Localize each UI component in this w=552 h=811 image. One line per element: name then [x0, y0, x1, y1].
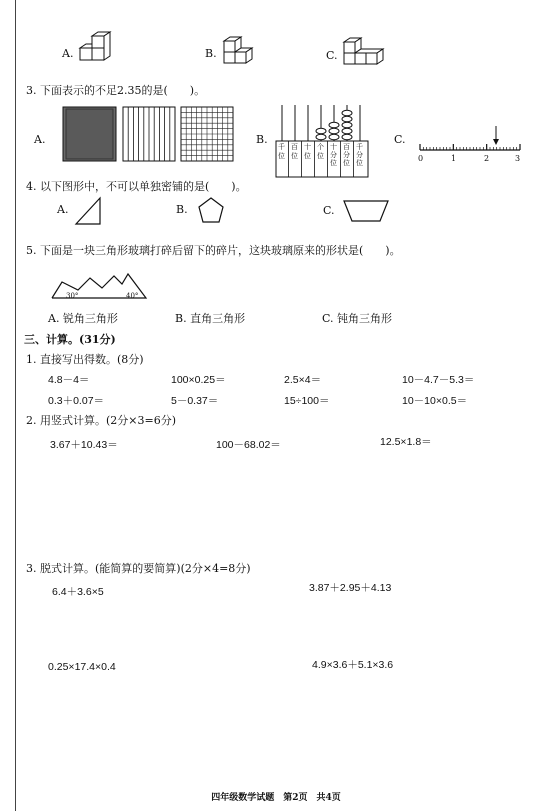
- q2-option-c-label: C.: [326, 49, 338, 62]
- q3-option-c-label: C.: [394, 133, 406, 146]
- oral-expr: 5－0.37＝: [171, 395, 219, 407]
- number-line-tick-0: 0: [418, 154, 424, 163]
- stepwise-calc-item: 4.9×3.6＋5.1×3.6: [312, 659, 394, 671]
- abacus-label: 百位: [291, 143, 298, 160]
- abacus-label: 十分位: [330, 143, 337, 167]
- section3-title: 三、计算。(31分): [24, 333, 116, 346]
- stepwise-calc-item: 3.87＋2.95＋4.13: [309, 582, 392, 594]
- q5-stem: 5. 下面是一块三角形玻璃打碎后留下的碎片，这块玻璃原来的形状是( )。: [26, 244, 401, 257]
- q5-angle-left: 30°: [66, 292, 79, 300]
- q5-angle-right: 40°: [126, 292, 139, 300]
- q4-option-a-triangle: [74, 196, 106, 228]
- number-line-tick-2: 2: [484, 154, 490, 163]
- q2-option-c-cubes: [342, 38, 386, 70]
- page-footer: 四年级数学试题 第2页 共4页: [211, 793, 341, 803]
- q5-option-c: C. 钝角三角形: [322, 312, 393, 325]
- abacus-place-labels: [276, 143, 368, 177]
- stepwise-calc-item: 0.25×17.4×0.4: [48, 661, 116, 673]
- abacus-label: 个位: [317, 143, 324, 160]
- q2-option-b-label: B.: [205, 47, 217, 60]
- vertical-calc-item: 12.5×1.8＝: [380, 436, 432, 448]
- abacus-label: 百分位: [343, 143, 350, 167]
- number-line-tick-1: 1: [451, 154, 457, 163]
- q4-option-b-label: B.: [176, 203, 188, 216]
- oral-expr: 2.5×4＝: [284, 374, 322, 386]
- q2-option-a-label: A.: [62, 47, 74, 60]
- vertical-calc-item: 100－68.02＝: [216, 439, 281, 451]
- s3-q2-stem: 2. 用竖式计算。(2分×3=6分): [26, 414, 177, 427]
- oral-expr: 10－10×0.5＝: [402, 395, 468, 407]
- q3-option-a-label: A.: [34, 133, 46, 146]
- abacus-label: 千位: [278, 143, 285, 160]
- s3-q1-stem: 1. 直接写出得数。(8分): [26, 353, 144, 366]
- stepwise-calc-item: 6.4＋3.6×5: [52, 586, 104, 598]
- abacus-label: 十位: [304, 143, 311, 160]
- abacus-label: 千分位: [356, 143, 363, 167]
- oral-expr: 4.8－4＝: [48, 374, 90, 386]
- q5-option-b: B. 直角三角形: [175, 312, 246, 325]
- q3-option-a-grids: [63, 107, 233, 163]
- oral-expr: 0.3＋0.07＝: [48, 395, 105, 407]
- q5-option-a: A. 锐角三角形: [48, 312, 118, 325]
- s3-q3-stem: 3. 脱式计算。(能简算的要简算)(2分×4=8分): [26, 562, 251, 575]
- q2-option-b-cubes: [222, 37, 262, 69]
- q3-option-b-label: B.: [256, 133, 268, 146]
- q2-option-a-cubes: [78, 32, 118, 64]
- oral-expr: 100×0.25＝: [171, 374, 226, 386]
- q3-stem: 3. 下面表示的不足2.35的是( )。: [26, 84, 206, 97]
- oral-expr: 10－4.7－5.3＝: [402, 374, 475, 386]
- margin-line: [15, 0, 16, 811]
- q4-option-b-pentagon: [197, 196, 227, 226]
- q4-option-c-trapezoid: [342, 198, 390, 224]
- number-line-tick-3: 3: [515, 154, 521, 163]
- q4-stem: 4. 以下图形中，不可以单独密铺的是( )。: [26, 180, 247, 193]
- q4-option-c-label: C.: [323, 204, 335, 217]
- vertical-calc-item: 3.67＋10.43＝: [50, 439, 118, 451]
- oral-expr: 15÷100＝: [284, 395, 330, 407]
- q3-option-c-number-line: [418, 120, 522, 160]
- q4-option-a-label: A.: [57, 203, 69, 216]
